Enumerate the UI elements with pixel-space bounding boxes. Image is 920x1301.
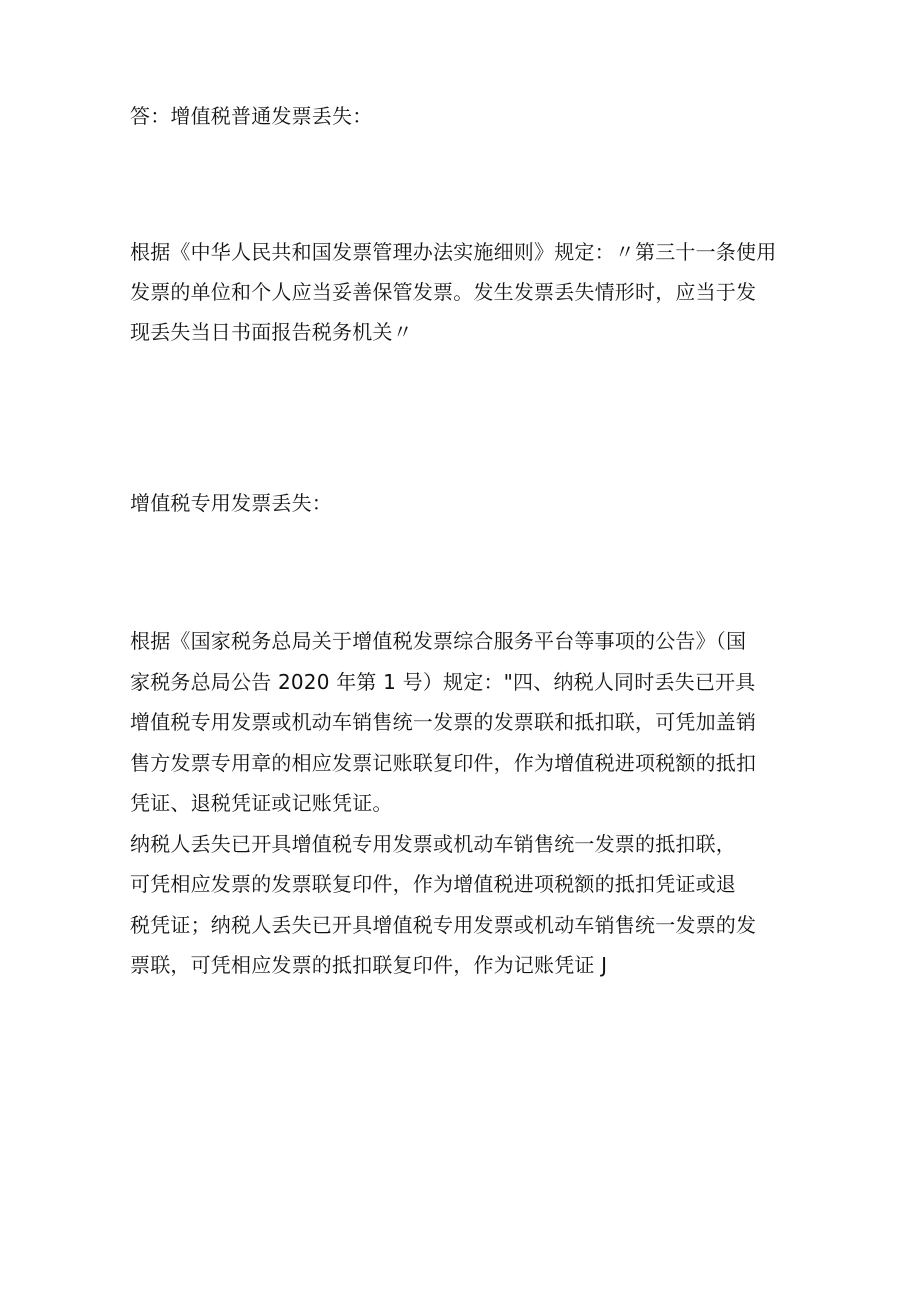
paragraph-line: 增值税专用发票或机动车销售统一发票的发票联和抵扣联，可凭加盖销 <box>130 710 757 734</box>
paragraph-line: 票联，可凭相应发票的抵扣联复印件，作为记账凭证 J <box>130 953 608 977</box>
special-heading-block <box>130 493 810 533</box>
paragraph-line: 根据《国家税务总局关于增值税发票综合服务平台等事项的公告》（国 <box>130 629 747 653</box>
paragraph-line: 售方发票专用章的相应发票记账联复印件，作为增值税进项税额的抵扣 <box>130 750 757 775</box>
paragraph-line: 现丢失当日书面报告税务机关〃 <box>130 320 413 344</box>
paragraph-tax-bureau-announcement <box>130 631 810 996</box>
paragraph-line: 根据《中华人民共和国发票管理办法实施细则》规定：〃第三十一条使用 <box>130 240 777 264</box>
paragraph-line: 纳税人丢失已开具增值税专用发票或机动车销售统一发票的抵扣联， <box>130 831 736 856</box>
paragraph-line: 可凭相应发票的发票联复印件，作为增值税进项税额的抵扣凭证或退 <box>130 872 736 896</box>
paragraph-line: 发票的单位和个人应当妥善保管发票。发生发票丢失情形时，应当于发 <box>130 280 757 304</box>
paragraph-line: 税凭证；纳税人丢失已开具增值税专用发票或机动车销售统一发票的发 <box>130 912 757 937</box>
paragraph-invoice-management-rules <box>130 242 810 362</box>
special-invoice-heading: 增值税专用发票丢失： <box>130 491 332 515</box>
answer-heading-block <box>130 106 810 146</box>
paragraph-line: 凭证、退税凭证或记账凭证。 <box>130 791 393 815</box>
answer-heading: 答：增值税普通发票丢失： <box>130 104 373 128</box>
paragraph-line: 家税务总局公告 2020 年第 1 号）规定："四、纳税人同时丢失已开具 <box>130 669 756 694</box>
